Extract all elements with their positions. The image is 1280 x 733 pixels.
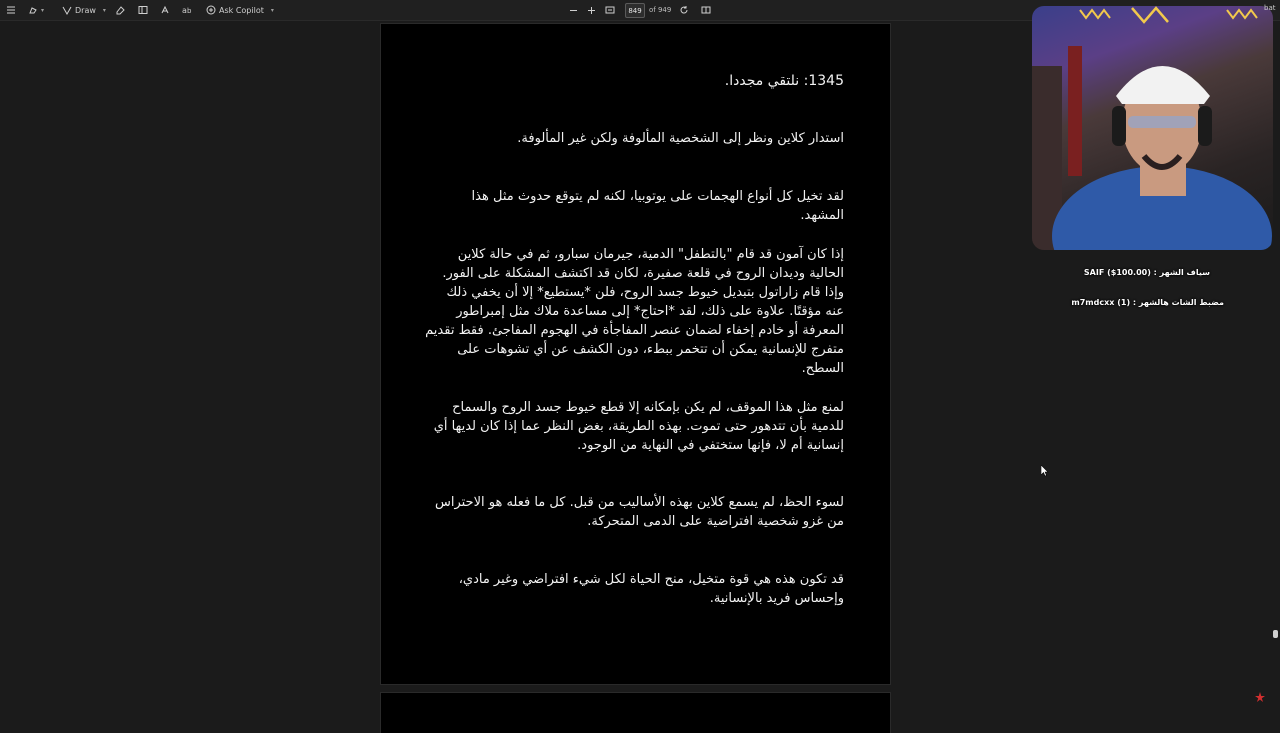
highlighter-icon bbox=[28, 5, 38, 15]
rotate-button[interactable] bbox=[679, 0, 689, 20]
chevron-down-icon: ▾ bbox=[270, 6, 274, 14]
fit-page-button[interactable] bbox=[605, 0, 615, 20]
paragraph: لمنع مثل هذا الموقف، لم يكن بإمكانه إلا قطع خيوط جسد الروح والسماح للدمية بأن تتدهور حتى تموت. بهذه الطريقة، بغض النظر عما إذا كان لديها أي إنسانية أم لا، فإنها ستختفي في النهاية من الوجود. bbox=[433, 400, 844, 453]
book-icon bbox=[701, 5, 711, 15]
svg-text:b: b bbox=[187, 7, 192, 15]
eraser-icon bbox=[115, 5, 125, 15]
scrollbar-thumb[interactable] bbox=[1273, 630, 1278, 638]
paragraph-heading: 1345: نلتقي مجددا. bbox=[724, 73, 844, 89]
view-tool[interactable] bbox=[138, 0, 148, 20]
draw-tool[interactable] bbox=[62, 0, 106, 20]
copilot-icon bbox=[206, 5, 216, 15]
page-view-button[interactable] bbox=[701, 0, 711, 20]
paragraph: استدار كلاين ونظر إلى الشخصية المألوفة ولكن غير المألوفة. bbox=[517, 131, 844, 146]
mouse-cursor-icon bbox=[1041, 465, 1049, 477]
page-number-input[interactable]: 849 bbox=[625, 3, 645, 18]
pdf-page-next bbox=[381, 693, 890, 733]
ask-copilot-button[interactable] bbox=[206, 0, 274, 20]
pdf-icon bbox=[1254, 691, 1266, 703]
pdf-page bbox=[381, 24, 890, 684]
read-aloud-tool[interactable] bbox=[160, 0, 170, 20]
paragraph: إذا كان آمون قد قام "بالتطفل" الدمية، جيرمان سبارو، ثم في حالة كلاين الحالية وديدان الروح في قلعة صفيرة، لكان قد اكتشف المشكلة على الفور. وإذا قام زاراتول بتبديل خيوط جسد الروح، فلن *يستطيع* إلا أن يخفي ذلك عنه مؤقتًا. علاوة على ذلك، لقد *احتاج* إلى مساعدة ملاك مثل إمبراطور المعرفة أو خادم إخفاء لضمان عنصر المفاجأة في الهجوم المفاجئ. فقط تقديم متفرج للإنسانية يمكن أن تتخمر ببطء، دون الكشف عن أي تشوهات على السطح. bbox=[425, 247, 844, 376]
svg-text:a: a bbox=[182, 6, 187, 15]
rotate-icon bbox=[679, 5, 689, 15]
text-icon bbox=[160, 5, 170, 15]
chevron-down-icon: ▾ bbox=[41, 6, 45, 14]
zoom-in-button[interactable] bbox=[587, 0, 596, 20]
zoom-out-button[interactable] bbox=[569, 0, 578, 20]
paragraph: قد تكون هذه هي قوة متخيل، منح الحياة لكل شيء افتراضي وغير مادي، وإحساس فريد بالإنسانية. bbox=[458, 572, 844, 606]
edge-label: bat bbox=[1264, 4, 1276, 12]
minus-icon bbox=[569, 6, 578, 15]
chevron-down-icon: ▾ bbox=[102, 6, 106, 14]
paragraph: لقد تخيل كل أنواع الهجمات على يوتوبيا، لكنه لم يتوقع حدوث مثل هذا المشهد. bbox=[471, 189, 844, 223]
paragraph: لسوء الحظ، لم يسمع كلاين بهذه الأساليب من قبل. كل ما فعله هو الاحتراس من غزو شخصية افتراضية على الدمى المتحركة. bbox=[434, 495, 844, 529]
draw-label: Draw bbox=[75, 5, 96, 15]
pen-icon bbox=[62, 5, 72, 15]
top-donor-label: سياف الشهر : SAIF ($100.00) bbox=[1083, 268, 1210, 277]
top-chatter-label: مضبط الشات هالشهر : m7mdcxx (1) bbox=[1071, 298, 1224, 307]
panel-icon bbox=[138, 5, 148, 15]
ask-copilot-label: Ask Copilot bbox=[219, 5, 264, 15]
contents-icon[interactable] bbox=[6, 0, 16, 20]
highlight-tool[interactable] bbox=[28, 0, 44, 20]
eraser-tool[interactable] bbox=[115, 0, 125, 20]
webcam-overlay bbox=[1032, 4, 1276, 250]
page-total-label: of 949 bbox=[649, 6, 672, 14]
translate-tool[interactable] bbox=[182, 0, 192, 20]
plus-icon bbox=[587, 6, 596, 15]
fit-page-icon bbox=[605, 5, 615, 15]
streamer-silhouette bbox=[1032, 4, 1276, 250]
translate-icon bbox=[182, 5, 192, 15]
